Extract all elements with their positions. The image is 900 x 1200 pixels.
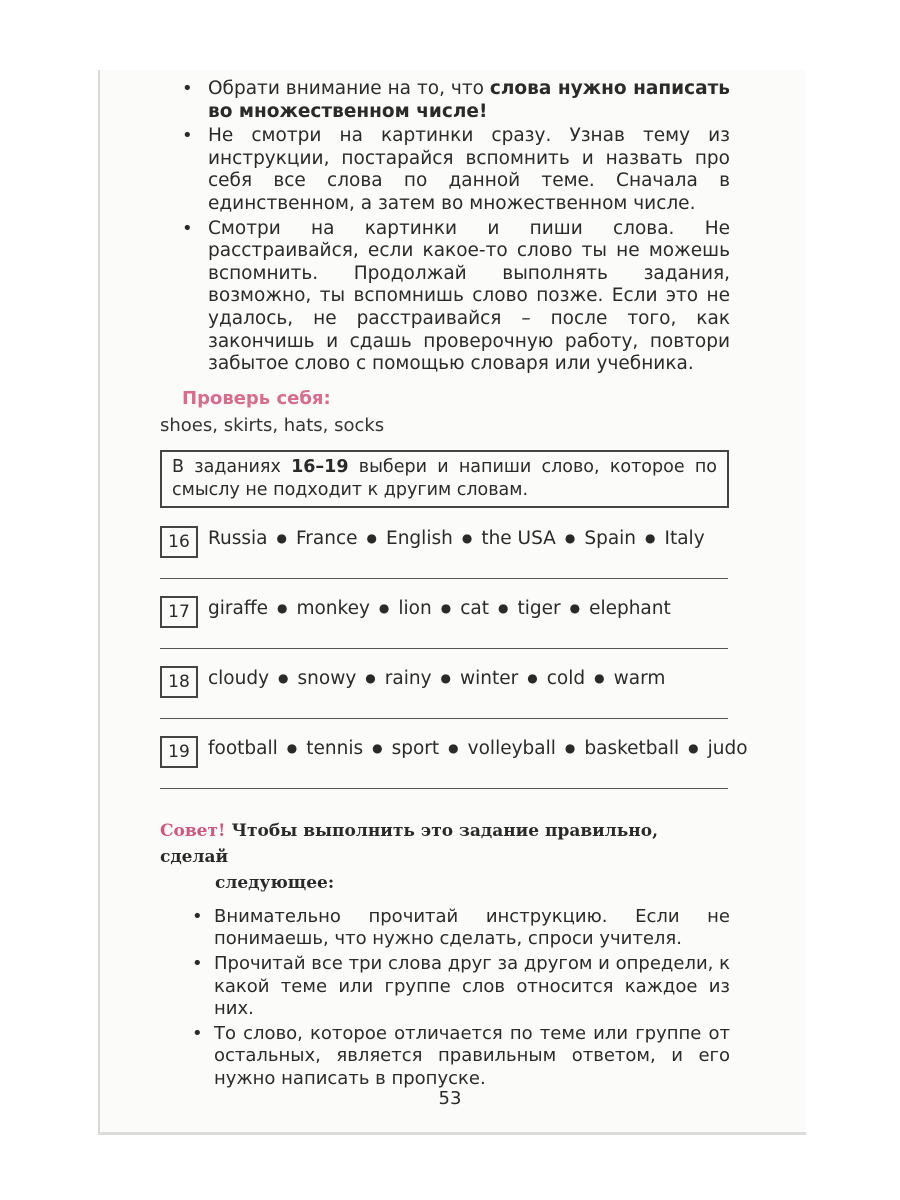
advice-line-1: Чтобы выполнить это задание правильно, сделай — [160, 820, 658, 867]
check-answer: shoes, skirts, hats, socks — [160, 414, 385, 436]
bullet-sep-icon: ● — [569, 600, 581, 615]
page-content — [160, 78, 748, 1092]
bullet-sep-icon: ● — [461, 530, 473, 545]
bullet-sep-icon: ● — [564, 530, 576, 545]
word: monkey — [296, 597, 370, 619]
bullet-text: Внимательно прочитай инструкцию. Если не понимаешь, что нужно сделать, спроси учителя. — [214, 905, 730, 950]
word: judo — [707, 737, 748, 759]
advice-heading — [160, 818, 730, 896]
bullet-sep-icon: ● — [286, 740, 298, 755]
bullet-sep-icon: ● — [366, 530, 378, 545]
bullet-dot-icon: • — [182, 78, 193, 99]
word: volleyball — [467, 737, 556, 759]
bullet-sep-icon: ● — [497, 600, 509, 615]
bullet-sep-icon: ● — [440, 600, 452, 615]
word: Italy — [664, 527, 705, 549]
word: sport — [391, 737, 440, 759]
bullet-dot-icon: • — [192, 905, 203, 927]
bullet-sep-icon: ● — [688, 740, 699, 755]
word-list — [208, 598, 671, 619]
word: tiger — [517, 597, 561, 619]
word: English — [386, 527, 453, 549]
bullet-dot-icon: • — [182, 125, 193, 147]
answer-line[interactable] — [160, 578, 728, 579]
bullet-sep-icon: ● — [276, 600, 288, 615]
task-range: 16–19 — [291, 456, 349, 477]
bullet-text: Смотри на картинки и пиши слова. Не расстраивайся, если какое-то слово ты не можешь вспомнить. Продолжай выполнять задания, возможно, ты вспомнишь слово позже. Если это не удалось, не расстраивайся – после того, как закончишь и сдашь проверочную работу, повтори забытое слово с помощью словаря или учебника. — [208, 217, 730, 375]
exercise-16 — [160, 526, 730, 596]
bullet-dot-icon: • — [182, 217, 193, 239]
word: France — [296, 527, 358, 549]
word: the USA — [481, 527, 556, 549]
exercise-number: 16 — [160, 526, 198, 558]
exercise-19 — [160, 736, 748, 806]
bullet-tail: ! — [478, 100, 488, 122]
page-number: 53 — [438, 1088, 462, 1109]
word: basketball — [584, 737, 680, 759]
instruction-bullets-top — [160, 78, 730, 376]
exercise-number: 19 — [160, 736, 198, 768]
bullet-sep-icon: ● — [378, 600, 390, 615]
word: lion — [398, 597, 432, 619]
answer-line[interactable] — [160, 788, 728, 789]
word-list — [208, 528, 705, 549]
bullet-text: Прочитай все три слова друг за другом и определи, к какой теме или группе слов относится каждое из них. — [214, 952, 730, 1020]
advice-line-2: следующее: — [215, 872, 335, 893]
word: elephant — [589, 597, 671, 619]
word: Russia — [208, 527, 268, 549]
word: winter — [460, 667, 519, 689]
task-text-before: В заданиях — [172, 456, 292, 477]
bullet-text: То слово, которое отличается по теме или группе от остальных, является правильным ответом, и его нужно написать в пропуске. — [214, 1022, 730, 1089]
instruction-bullets-bottom — [160, 906, 730, 1091]
advice-label: Совет! — [160, 820, 226, 841]
word-list — [208, 738, 748, 759]
bullet-sep-icon: ● — [440, 670, 452, 685]
bullet-sep-icon: ● — [527, 670, 538, 685]
word: warm — [613, 667, 666, 689]
bullet-sep-icon: ● — [278, 670, 289, 685]
word: football — [208, 737, 278, 759]
bullet-item — [160, 906, 730, 951]
bullet-item — [160, 78, 730, 123]
bullet-dot-icon: • — [192, 1022, 203, 1044]
bullet-item — [160, 218, 730, 376]
word: cold — [546, 667, 586, 689]
check-yourself-heading: Проверь себя: — [182, 387, 331, 409]
exercise-17 — [160, 596, 730, 666]
word: tennis — [306, 737, 364, 759]
bullet-sep-icon: ● — [564, 740, 576, 755]
answer-line[interactable] — [160, 648, 728, 649]
bullet-item — [160, 1023, 730, 1091]
word-list — [208, 668, 665, 689]
bullet-sep-icon: ● — [372, 740, 383, 755]
exercise-number: 17 — [160, 596, 198, 628]
bullet-text: Не смотри на картинки сразу. Узнав тему из инструкции, постарайся вспомнить и назвать про себя все слова по данной теме. Сначала в единственном, а затем во множественном числе. — [208, 125, 730, 214]
bullet-text: Обрати внимание на то, что — [208, 78, 490, 99]
bullet-sep-icon: ● — [645, 530, 656, 545]
bullet-bold-text: слова нужно написать во множественном числе — [208, 78, 730, 122]
bullet-item — [160, 125, 730, 215]
word: cat — [460, 597, 489, 619]
word: Spain — [584, 527, 637, 549]
word: rainy — [384, 667, 432, 689]
word: snowy — [297, 667, 357, 689]
exercise-18 — [160, 666, 730, 736]
task-text-after: выбери и напиши слово, которое по смыслу не подходит к другим словам. — [172, 456, 717, 500]
bullet-sep-icon: ● — [448, 740, 459, 755]
bullet-item — [160, 953, 730, 1021]
word: cloudy — [208, 667, 270, 689]
task-instruction-box — [160, 450, 729, 508]
bullet-sep-icon: ● — [365, 670, 376, 685]
bullet-sep-icon: ● — [276, 530, 287, 545]
exercise-number: 18 — [160, 666, 198, 698]
answer-line[interactable] — [160, 718, 728, 719]
bullet-sep-icon: ● — [594, 670, 605, 685]
bullet-dot-icon: • — [192, 952, 203, 974]
word: giraffe — [208, 597, 268, 619]
